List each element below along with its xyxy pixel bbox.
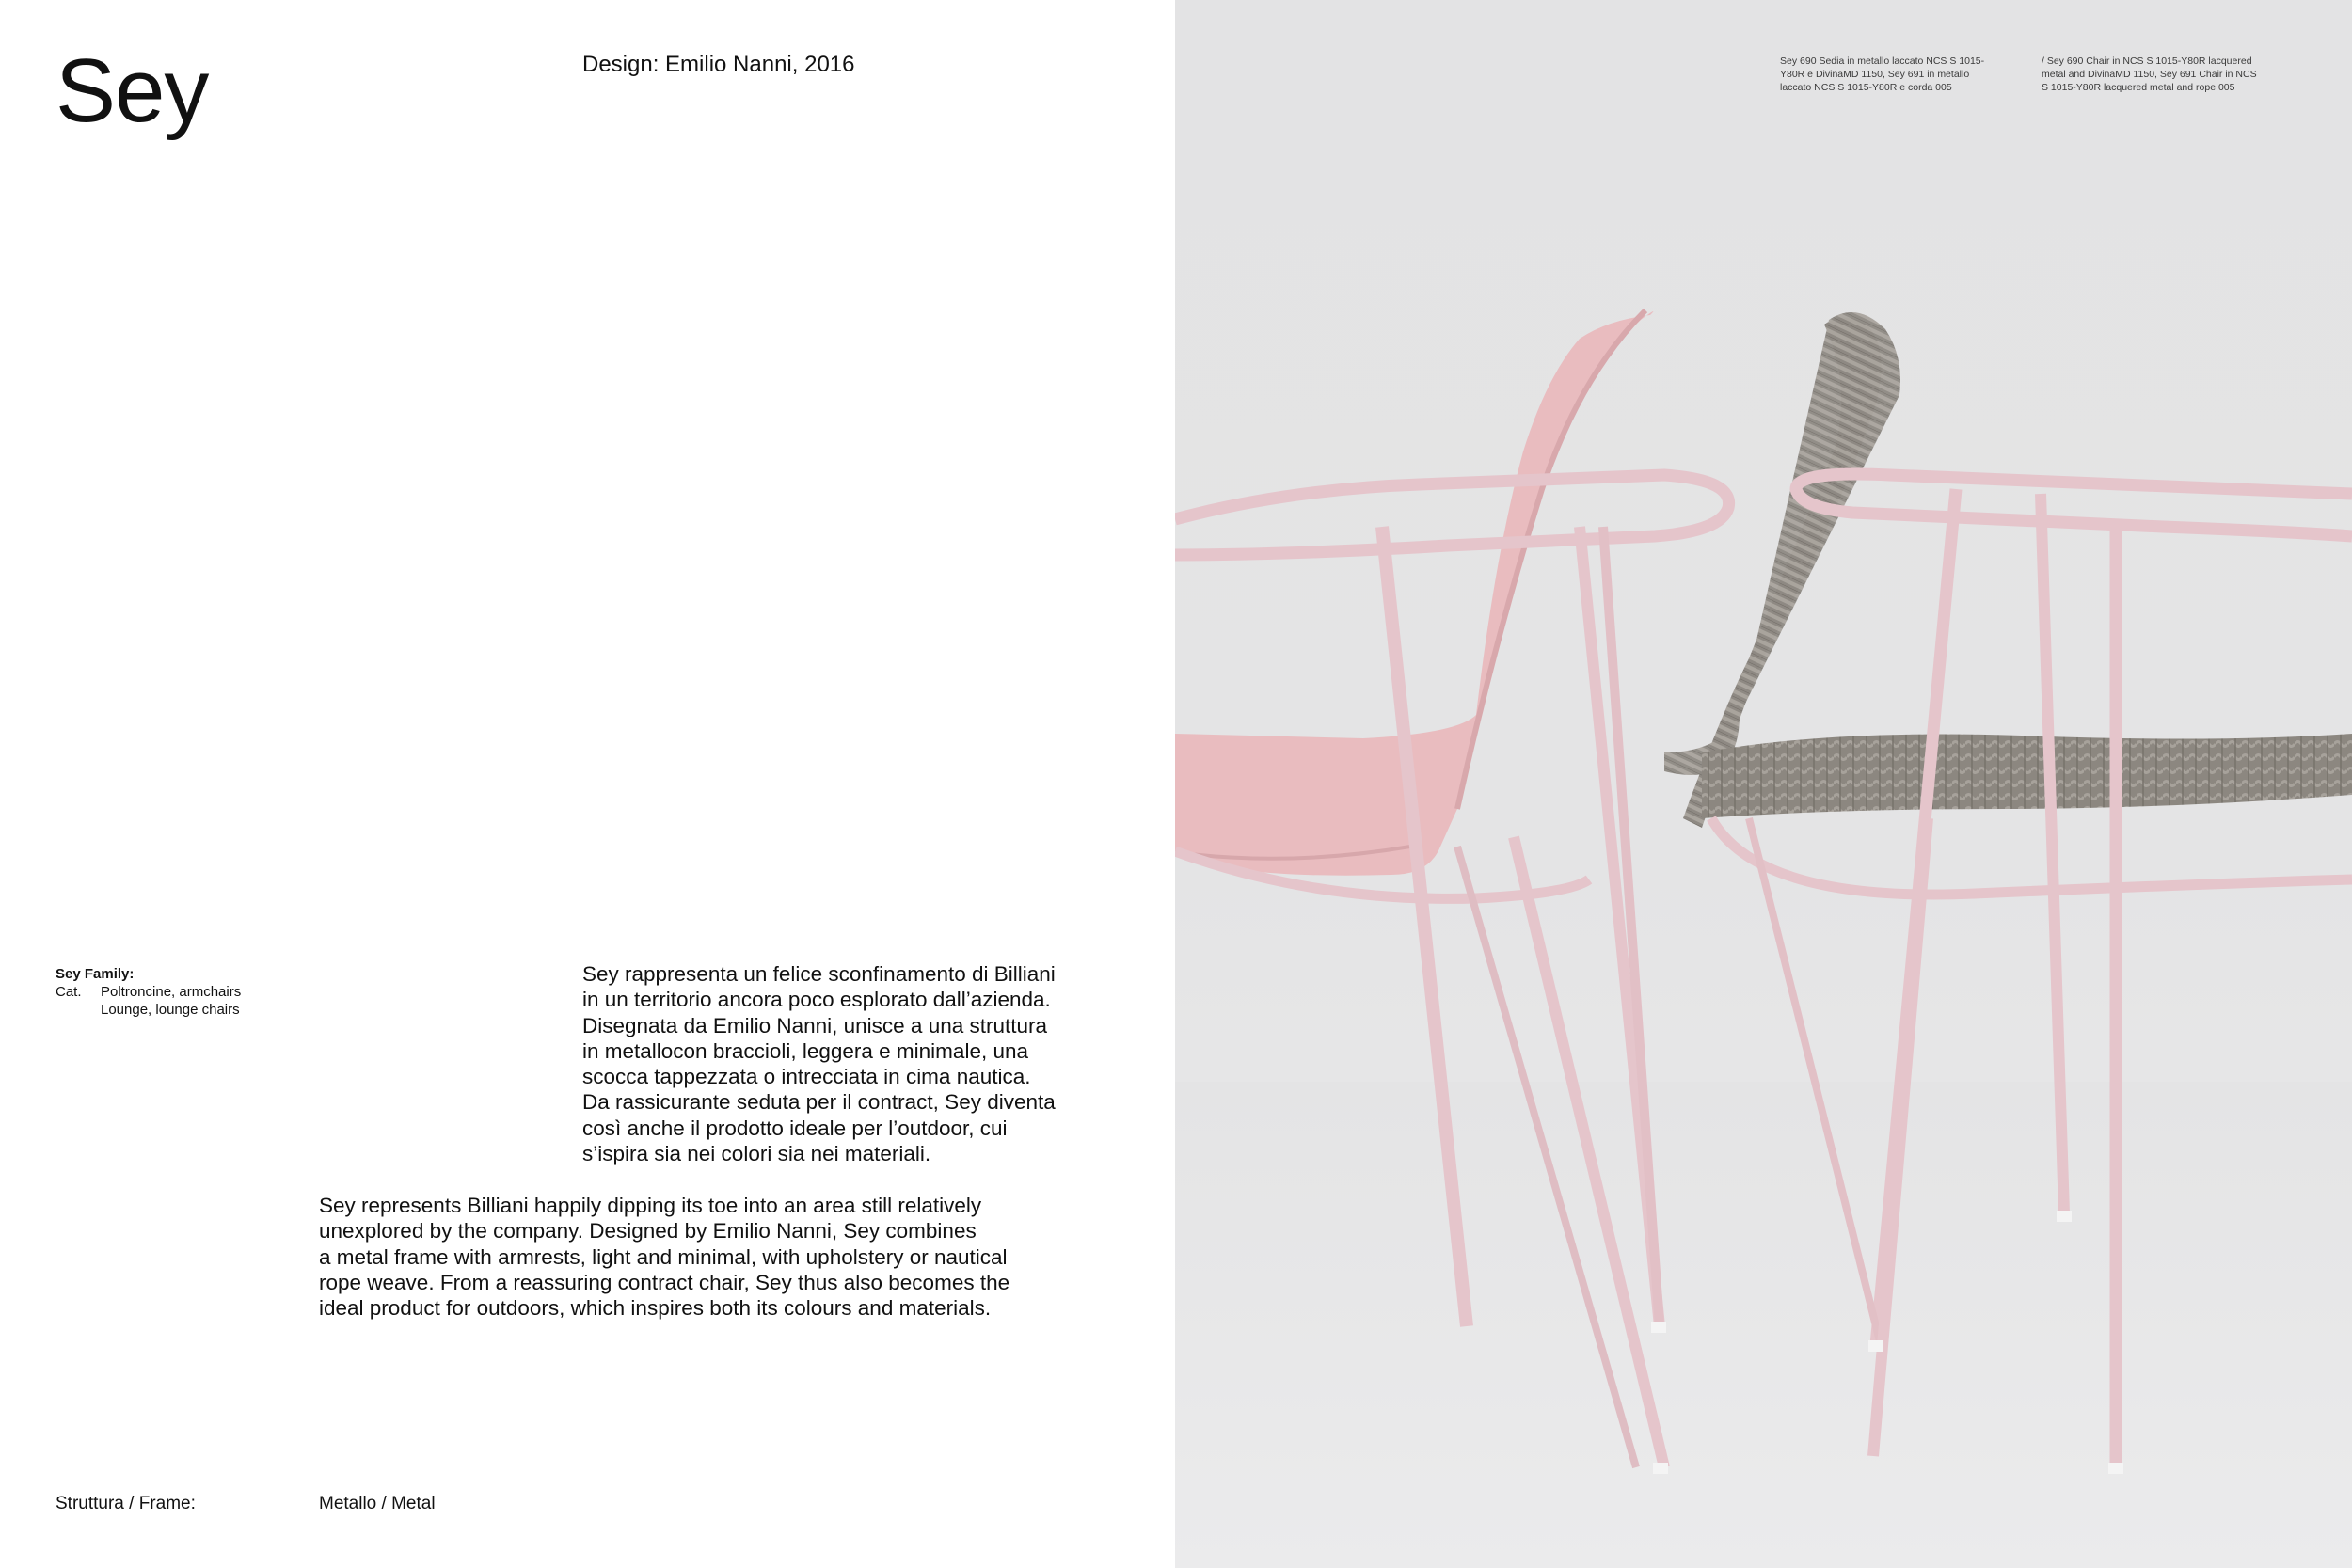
text-line: ideal product for outdoors, which inspires both its colours and materials.	[319, 1296, 992, 1321]
text-line: s’ispira sia nei colori sia nei materiali.	[582, 1142, 931, 1166]
caption-italian	[1780, 55, 2034, 94]
family-row	[56, 983, 357, 1001]
caption-line: / Sey 690 Chair in NCS S 1015-Y80R lacquered	[2042, 55, 2252, 67]
caption-line: metal and DivinaMD 1150, Sey 691 Chair in NCS	[2042, 69, 2257, 80]
text-line: a metal frame with armrests, light and minimal, with upholstery or nautical	[319, 1244, 1008, 1269]
caption-line: S 1015-Y80R lacquered metal and rope 005	[2042, 82, 2235, 93]
caption-line: Sey 690 Sedia in metallo laccato NCS S 1015-	[1780, 55, 1985, 67]
text-line: Disegnata da Emilio Nanni, unisce a una struttura	[582, 1013, 1048, 1037]
armrest-ring	[1175, 475, 1729, 555]
product-photo	[1175, 0, 2352, 1568]
designer-credit: Design: Emilio Nanni, 2016	[582, 52, 855, 77]
spec-label: Struttura / Frame:	[56, 1494, 196, 1513]
description-english	[319, 1193, 1128, 1321]
rope-seat	[1702, 734, 2352, 818]
text-line: Sey rappresenta un felice sconfinamento di Billiani	[582, 962, 1056, 986]
text-line: in metallocon braccioli, leggera e minimale, una	[582, 1038, 1028, 1063]
spec-value: Metallo / Metal	[319, 1494, 436, 1513]
floor	[1175, 1082, 2352, 1568]
text-line: unexplored by the company. Designed by Emilio Nanni, Sey combines	[319, 1219, 977, 1243]
text-line: scocca tappezzata o intrecciata in cima nautica.	[582, 1065, 1031, 1089]
page-title: Sey	[56, 40, 209, 141]
text-line: in un territorio ancora poco esplorato dall’azienda.	[582, 988, 1051, 1012]
text-line: così anche il prodotto ideale per l’outdoor, cui	[582, 1116, 1008, 1140]
text-line: rope weave. From a reassuring contract chair, Sey thus also becomes the	[319, 1270, 1010, 1294]
left-page	[0, 0, 1175, 1568]
family-info	[56, 965, 357, 1019]
caption-line: Y80R e DivinaMD 1150, Sey 691 in metallo	[1780, 69, 1970, 80]
caption-line: laccato NCS S 1015-Y80R e corda 005	[1780, 82, 1952, 93]
category-item: Poltroncine, armchairs	[101, 984, 242, 1000]
caption-english	[2042, 55, 2305, 94]
category-item: Lounge, lounge chairs	[101, 1002, 240, 1018]
category-label: Cat.	[56, 984, 82, 1000]
description-italian	[582, 961, 1128, 1166]
text-line: Da rassicurante seduta per il contract, Sey diventa	[582, 1090, 1056, 1115]
family-title: Sey Family:	[56, 966, 135, 982]
text-line: Sey represents Billiani happily dipping its toe into an area still relatively	[319, 1194, 982, 1217]
chairs-illustration	[1175, 0, 2352, 1568]
